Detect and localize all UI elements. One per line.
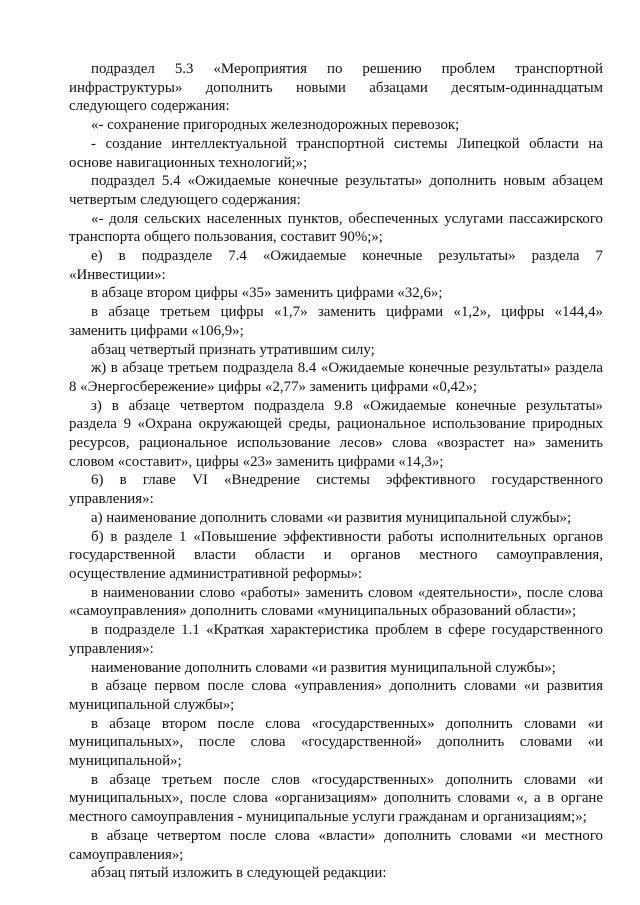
paragraph: в абзаце втором цифры «35» заменить цифрами «32,6»; <box>91 285 443 302</box>
paragraph: в подразделе 1.1 «Краткая характеристика проблем в сфере государственного управления»: <box>69 622 603 657</box>
paragraph: а) наименование дополнить словами «и развития муниципальной службы»; <box>91 509 572 526</box>
paragraph: абзац четвертый признать утратившим силу; <box>91 341 375 358</box>
paragraph: б) в разделе 1 «Повышение эффективности работы исполнительных органов государственной власти области и органов местного самоуправления, осуществление административной реформы»: <box>69 528 603 582</box>
paragraph: е) в подразделе 7.4 «Ожидаемые конечные результаты» раздела 7 «Инвестиции»: <box>69 248 603 283</box>
paragraph: в абзаце третьем цифры «1,7» заменить цифрами «1,2», цифры «144,4» заменить цифрами «106,9»; <box>69 304 603 339</box>
paragraph: абзац пятый изложить в следующей редакции: <box>91 865 387 882</box>
paragraph: в наименовании слово «работы» заменить словом «деятельности», после слова «самоуправления» дополнить словами «муниципальных образований области»; <box>69 584 603 620</box>
paragraph: в абзаце третьем после слов «государственных» дополнить словами «и муниципальных», после слова «организациям» дополнить словами «, а в органе местного самоуправления - муниципальные услуги гражданам и организациям;»; <box>69 771 603 826</box>
paragraph: «- сохранение пригородных железнодорожных перевозок; <box>91 117 460 134</box>
paragraph: в абзаце четвертом после слова «власти» дополнить словами «и местного самоуправления»; <box>69 827 603 863</box>
paragraph: подраздел 5.4 «Ожидаемые конечные результаты» дополнить новым абзацем четвертым следующего содержания: <box>69 173 603 208</box>
paragraph: з) в абзаце четвертом подраздела 9.8 «Ожидаемые конечные результаты» раздела 9 «Охрана окружающей среды, рациональное использование природных ресурсов, рациональное использование лесов» слова «возрастет на» заменить словом «составит», цифры «23» заменить цифрами «14,3»; <box>69 397 603 470</box>
paragraph: в абзаце первом после слова «управления» дополнить словами «и развития муниципальной службы»; <box>69 678 603 713</box>
paragraph: наименование дополнить словами «и развития муниципальной службы»; <box>91 659 556 676</box>
paragraph: 6) в главе VI «Внедрение системы эффективного государственного управления»: <box>69 472 603 508</box>
paragraph: ж) в абзаце третьем подраздела 8.4 «Ожидаемые конечные результаты» раздела 8 «Энергосбережение» цифры «2,77» заменить цифрами «0,42»; <box>69 360 603 395</box>
paragraph: - создание интеллектуальной транспортной системы Липецкой области на основе навигационных технологий;»; <box>69 135 603 171</box>
paragraph: «- доля сельских населенных пунктов, обеспеченных услугами пассажирского транспорта общего пользования, составит 90%;»; <box>69 210 603 246</box>
paragraph: подраздел 5.3 «Мероприятия по решению проблем транспортной инфраструктуры» дополнить новыми абзацами десятым-одиннадцатым следующего содержания: <box>69 61 603 115</box>
paragraph: в абзаце втором после слова «государственных» дополнить словами «и муниципальных», после слова «государственной» дополнить словами «и муниципальной»; <box>69 715 603 770</box>
document-body <box>69 60 603 883</box>
